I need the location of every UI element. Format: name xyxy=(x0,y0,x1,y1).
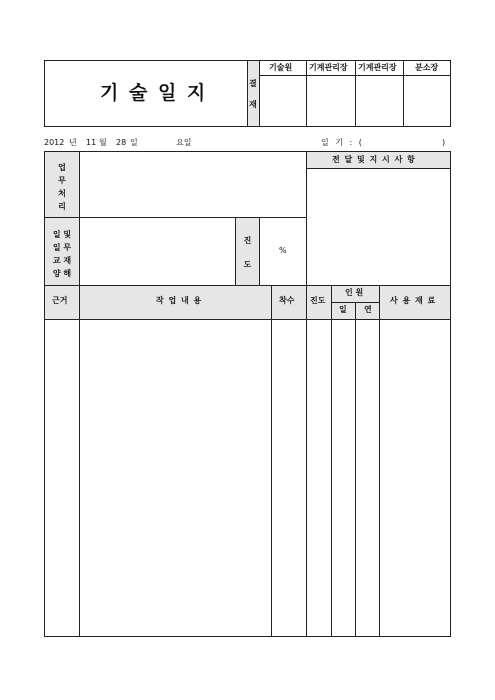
col-progress: 진도 xyxy=(310,296,326,305)
instructions-field[interactable] xyxy=(307,169,450,285)
approval-label-1: 결 xyxy=(249,79,257,88)
date-day-label: 일 xyxy=(130,138,138,147)
signature-cell-3[interactable] xyxy=(356,76,403,126)
work-label-3: 처 xyxy=(58,189,66,198)
approver-header-2: 기계관리장 xyxy=(309,63,348,72)
approver-header-3: 기계관리장 xyxy=(358,63,397,72)
date-year-label: 년 xyxy=(69,138,77,147)
progress-label-cell xyxy=(236,218,259,285)
col-staff-day: 일 xyxy=(339,305,347,314)
work-label-2: 무 xyxy=(58,176,66,185)
table-cell-start[interactable] xyxy=(272,320,306,636)
col-work-content: 작 업 내 용 xyxy=(156,296,203,305)
date-month[interactable]: 11 xyxy=(86,138,97,147)
table-cell-basis[interactable] xyxy=(45,320,79,636)
date-day[interactable]: 28 xyxy=(116,138,127,147)
table-cell-work-content[interactable] xyxy=(80,320,271,636)
progress-label-1: 진 xyxy=(243,236,252,245)
col-basis: 근거 xyxy=(52,296,68,305)
table-cell-progress[interactable] xyxy=(307,320,331,636)
progress-label-2: 도 xyxy=(243,260,252,269)
col-staff-total: 연 xyxy=(364,305,372,314)
col-staff: 인 원 xyxy=(345,288,364,297)
weekday-label: 요일 xyxy=(176,138,192,147)
weather-label: 일 기 : ( xyxy=(321,138,364,147)
table-cell-staff-day[interactable] xyxy=(332,320,355,636)
weather-close: ) xyxy=(442,138,446,147)
percent-sign: % xyxy=(279,246,287,255)
col-materials: 사 용 재 료 xyxy=(390,296,437,305)
approval-label-2: 재 xyxy=(249,100,257,109)
divider xyxy=(331,302,379,303)
weather-field[interactable] xyxy=(380,137,442,149)
table-cell-staff-total[interactable] xyxy=(356,320,379,636)
signature-cell-2[interactable] xyxy=(307,76,355,126)
training-label-4: 양 해 xyxy=(52,269,72,278)
work-label-4: 리 xyxy=(58,202,66,211)
approver-header-1: 기술원 xyxy=(269,63,293,72)
training-label-3: 교 재 xyxy=(52,256,72,265)
training-field[interactable] xyxy=(80,218,235,285)
table-cell-materials[interactable] xyxy=(380,320,450,636)
instructions-title: 전 달 및 지 시 사 항 xyxy=(332,155,416,164)
work-processing-field[interactable] xyxy=(80,152,306,217)
training-label-1: 일 및 xyxy=(52,230,72,239)
date-year[interactable]: 2012 xyxy=(44,138,65,147)
signature-cell-4[interactable] xyxy=(404,76,451,126)
approver-header-4: 분소장 xyxy=(415,63,439,72)
col-start: 착수 xyxy=(279,296,295,305)
signature-cell-1[interactable] xyxy=(260,76,306,126)
document-title: 기 술 일 지 xyxy=(100,82,208,104)
approval-label-cell xyxy=(248,61,259,126)
work-label-1: 업 xyxy=(58,163,66,172)
training-label-2: 일 무 xyxy=(52,243,72,252)
date-month-label: 월 xyxy=(99,138,107,147)
